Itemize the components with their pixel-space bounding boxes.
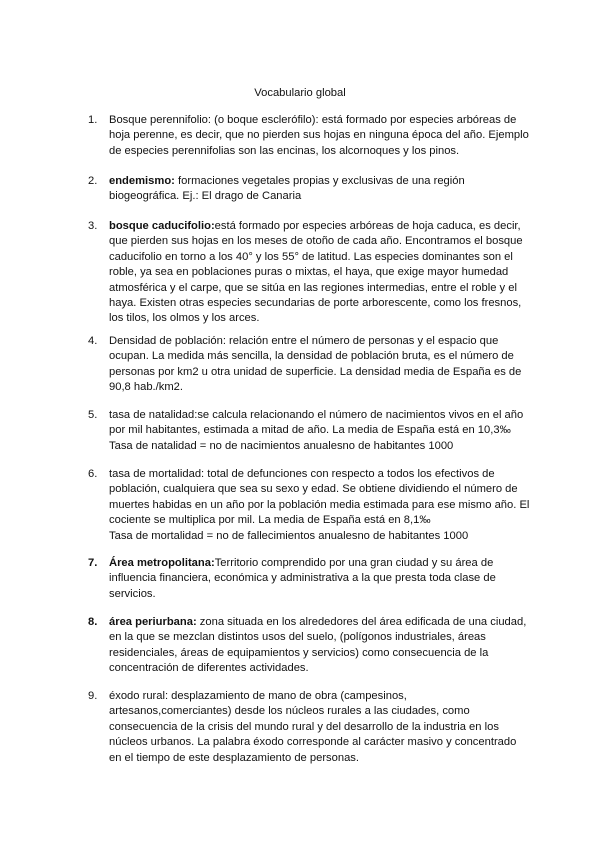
item-number: 6. xyxy=(88,468,98,480)
item-number: 8. xyxy=(88,616,98,628)
item-line: artesanos,comerciantes) desde los núcleos rurales a las ciudades, como xyxy=(109,705,470,718)
item-body xyxy=(109,219,523,327)
item-line: influencia financiera, económica y administrativa a la que presta toda clase de xyxy=(109,572,496,585)
item-line: biogeográfica. Ej.: El drago de Canaria xyxy=(109,190,302,203)
list-item xyxy=(88,408,524,454)
item-term: área periurbana: xyxy=(109,616,197,628)
item-line: roble, ya sea en poblaciones puras o mixtas, el haya, que exige mayor humedad xyxy=(109,266,509,279)
item-line: por mil habitantes, estimada a mitad de año. La media de España está en 10,3‰ xyxy=(109,424,511,437)
item-number: 3. xyxy=(88,220,98,232)
item-body xyxy=(109,174,518,205)
item-line: en el tiempo de este desplazamiento de personas. xyxy=(109,751,360,764)
item-body xyxy=(109,113,529,159)
list-item xyxy=(88,689,518,766)
item-line: residenciales, áreas de equipamientos y servicios) como consecuencia de la xyxy=(109,646,489,659)
item-line: consecuencia de la crisis del mundo rural y del desarrollo de la industria en los xyxy=(109,720,499,733)
item-line: población, cualquiera que sea su sexo y edad. Se obtiene dividiendo el número de xyxy=(109,483,518,496)
item-number: 2. xyxy=(88,175,98,187)
list-item xyxy=(88,334,522,396)
item-line: atmosférica y el carpe, que se sitúa en las regiones intermedias, entre el roble y el xyxy=(109,281,517,294)
item-line: servicios. xyxy=(109,587,156,600)
item-line: caducifolio en torno a los 40° y los 55° de latitud. Las especies dominantes son el xyxy=(109,250,513,263)
item-line: hoja perenne, es decir, que no pierden sus hojas en ninguna época del año. Ejemplo xyxy=(109,129,529,142)
item-body xyxy=(109,689,518,766)
item-line: Bosque perennifolio: (o boque esclerófilo): está formado por especies arbóreas de xyxy=(109,114,517,126)
item-line: está formado por especies arbóreas de hoja caduca, es decir, xyxy=(214,220,521,232)
item-line: Territorio comprendido por una gran ciudad y su área de xyxy=(214,557,494,569)
item-line: núcleos urbanos. La palabra éxodo corresponde al carácter masivo y concentrado xyxy=(109,736,517,749)
list-item xyxy=(88,113,529,159)
item-number: 1. xyxy=(88,114,98,126)
item-term: endemismo: xyxy=(109,175,175,187)
item-number: 9. xyxy=(88,690,98,702)
item-body xyxy=(109,334,522,396)
item-line: concentración de diferentes actividades. xyxy=(109,662,309,675)
item-line: de especies perennifolias son las encinas, los alcornoques y los pinos. xyxy=(109,144,460,157)
item-line: tasa de natalidad:se calcula relacionando el número de nacimientos vivos en el año xyxy=(109,409,524,421)
item-body xyxy=(109,556,518,602)
item-line: Tasa de mortalidad = no de fallecimientos anualesno de habitantes 1000 xyxy=(109,529,469,542)
list-item xyxy=(88,556,518,602)
item-number: 7. xyxy=(88,557,98,569)
item-line: personas por km2 u otra unidad de superficie. La densidad media de España es de xyxy=(109,365,522,378)
item-body xyxy=(109,615,527,677)
item-line: en la que se mezclan distintos usos del suelo, (polígonos industriales, áreas xyxy=(109,631,486,644)
list-item xyxy=(88,467,530,544)
item-line: los tilos, los olmos y los arces. xyxy=(109,312,260,325)
item-line: muertes habidas en un año por la población media estimada para ese mismo año. El xyxy=(109,498,530,511)
item-body xyxy=(109,467,530,544)
list-item xyxy=(88,219,523,327)
item-line: tasa de mortalidad: total de defunciones con respecto a todos los efectivos de xyxy=(109,468,495,480)
item-number: 4. xyxy=(88,335,98,347)
item-line: éxodo rural: desplazamiento de mano de obra (campesinos, xyxy=(109,690,407,702)
item-line: cociente se multiplica por mil. La media de España está en 8,1‰ xyxy=(109,514,431,527)
item-number: 5. xyxy=(88,409,98,421)
item-line: Densidad de población: relación entre el número de personas y el espacio que xyxy=(109,335,499,347)
list-item xyxy=(88,174,518,205)
item-line: que pierden sus hojas en los meses de otoño de cada año. Encontramos el bosque xyxy=(109,235,523,248)
item-body xyxy=(109,408,524,454)
list-item xyxy=(88,615,527,677)
item-line: haya. Existen otras especies secundarias de porte arborescente, como los fresnos, xyxy=(109,297,522,310)
item-line: formaciones vegetales propias y exclusivas de una región xyxy=(174,175,465,187)
item-term: bosque caducifolio: xyxy=(109,220,215,232)
item-line: ocupan. La medida más sencilla, la densidad de población bruta, es el número de xyxy=(109,350,514,363)
item-line: 90,8 hab./km2. xyxy=(109,381,184,394)
document-title: Vocabulario global xyxy=(254,87,346,99)
item-line: Tasa de natalidad = no de nacimientos anualesno de habitantes 1000 xyxy=(109,439,454,452)
item-line: zona situada en los alrededores del área edificada de una ciudad, xyxy=(196,616,527,628)
item-term: Área metropolitana: xyxy=(109,557,215,569)
